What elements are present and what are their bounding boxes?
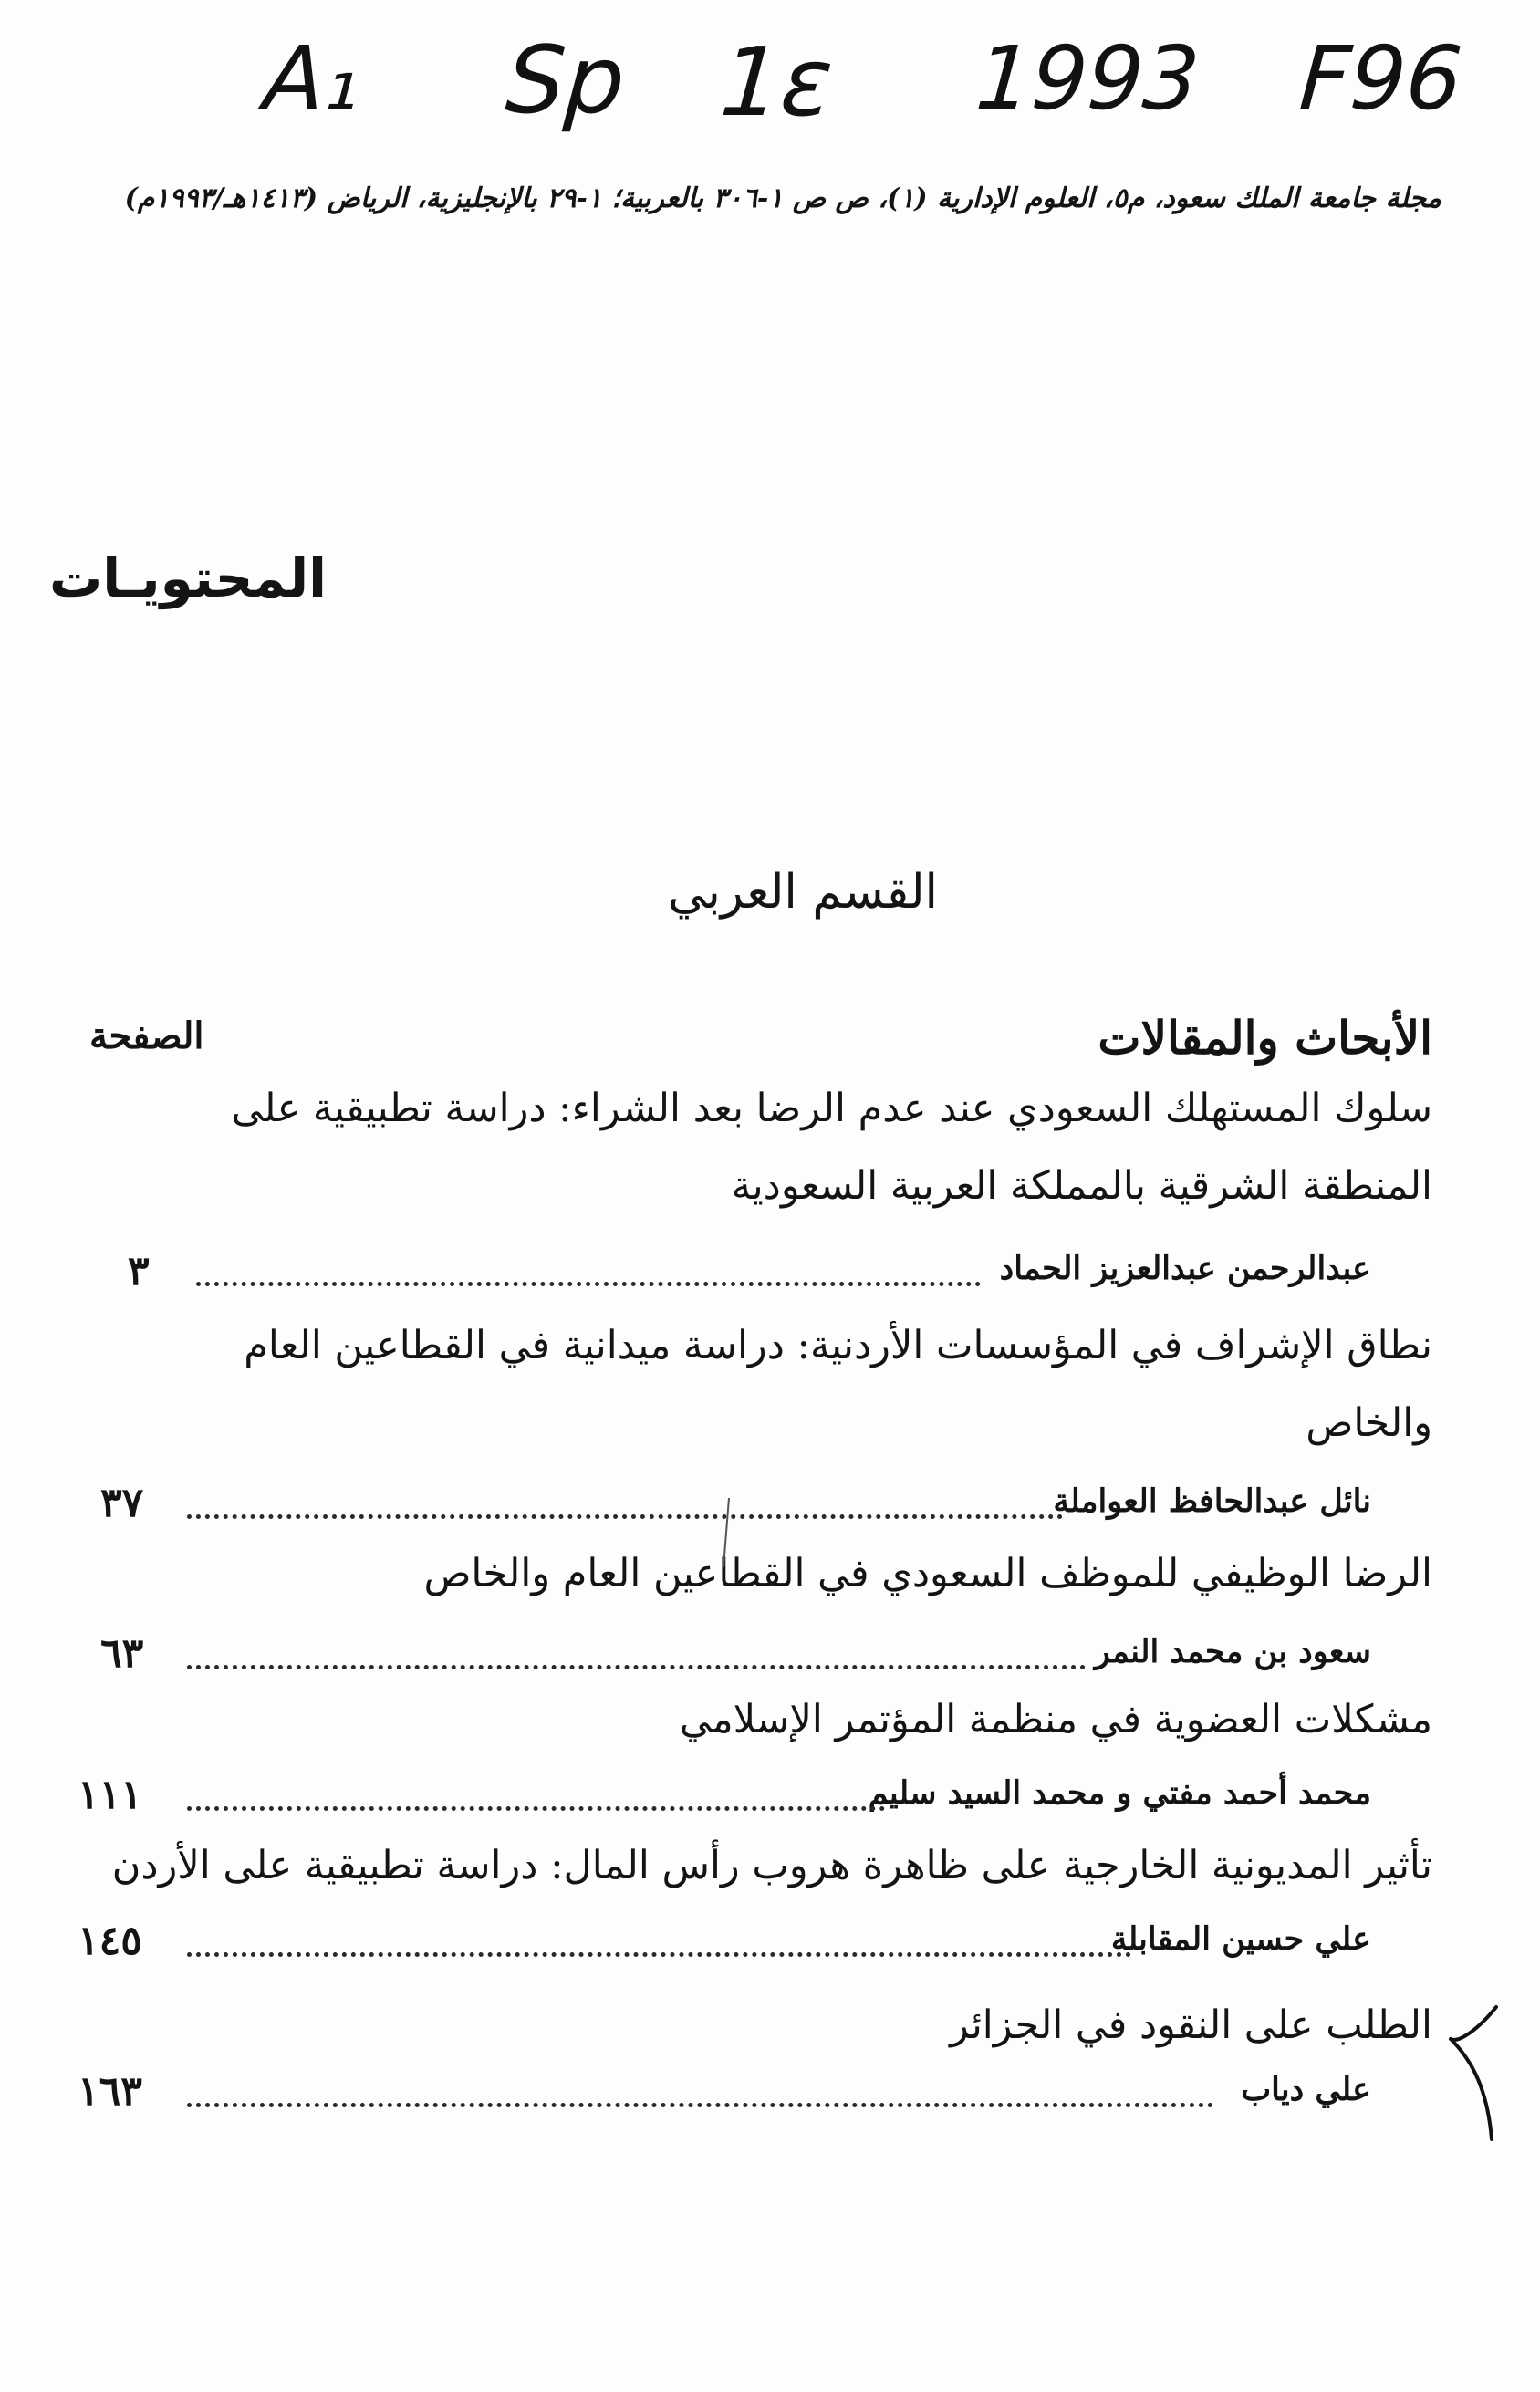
article-author: عبدالرحمن عبدالعزيز الحماد [999, 1250, 1371, 1287]
article-page-number: ٦٣ [100, 1630, 144, 1677]
article-title-line: والخاص [1306, 1400, 1432, 1446]
journal-citation: مجلة جامعة الملك سعود، م٥، العلوم الإدارية (١)، ص ص ١-٣٠٦ بالعربية؛ ١-٢٩ بالإنجليزية، الرياض (١٤١٣هـ/١٩٩٣م) [124, 182, 1441, 214]
article-page-number: ٣٧ [100, 1480, 144, 1526]
article-author: علي حسين المقابلة [1110, 1920, 1371, 1958]
leader-dots [196, 1282, 981, 1286]
article-title-line: سلوك المستهلك السعودي عند عدم الرضا بعد الشراء: دراسة تطبيقية على [231, 1086, 1432, 1131]
article-title-line: الطلب على النقود في الجزائر [950, 2002, 1432, 2048]
article-title-line: الرضا الوظيفي للموظف السعودي في القطاعين العام والخاص [423, 1551, 1432, 1596]
article-page-number: ١٤٥ [78, 1918, 142, 1964]
leader-dots [187, 2103, 1213, 2107]
article-author: علي دياب [1241, 2071, 1371, 2108]
article-title-line: نطاق الإشراف في المؤسسات الأردنية: دراسة ميدانية في القطاعين العام [244, 1323, 1432, 1368]
handwritten-code-part: A₁ [261, 27, 364, 130]
leader-dots [187, 1665, 1086, 1669]
leader-dots [187, 1952, 1131, 1957]
section-heading: القسم العربي [667, 865, 938, 920]
article-title-line: مشكلات العضوية في منظمة المؤتمر الإسلامي [679, 1697, 1432, 1742]
article-page-number: ١٦٣ [78, 2068, 142, 2115]
leader-dots [187, 1806, 885, 1811]
page-column-heading: الصفحة [89, 1014, 204, 1057]
article-page-number: ٣ [128, 1248, 150, 1295]
handwritten-code-part: F96 [1296, 27, 1466, 130]
handwritten-bracket-mark [1441, 2002, 1514, 2144]
stray-pen-mark [721, 1496, 732, 1569]
contents-heading: المحتويـات [48, 547, 327, 609]
article-author: نائل عبدالحافظ العواملة [1053, 1482, 1371, 1520]
handwritten-code-part: 1ε [716, 26, 837, 138]
handwritten-code-part: 1993 [973, 27, 1203, 130]
leader-dots [187, 1514, 1063, 1519]
article-author: سعود بن محمد النمر [1094, 1633, 1371, 1670]
article-author: محمد أحمد مفتي و محمد السيد سليم [868, 1774, 1371, 1812]
article-title-line: المنطقة الشرقية بالمملكة العربية السعودية [731, 1163, 1432, 1209]
article-title-line: تأثير المديونية الخارجية على ظاهرة هروب رأس المال: دراسة تطبيقية على الأردن [111, 1843, 1432, 1888]
article-page-number: ١١١ [78, 1772, 142, 1818]
handwritten-code-part: Sp [502, 26, 629, 135]
articles-column-heading: الأبحاث والمقالات [1098, 1011, 1432, 1065]
